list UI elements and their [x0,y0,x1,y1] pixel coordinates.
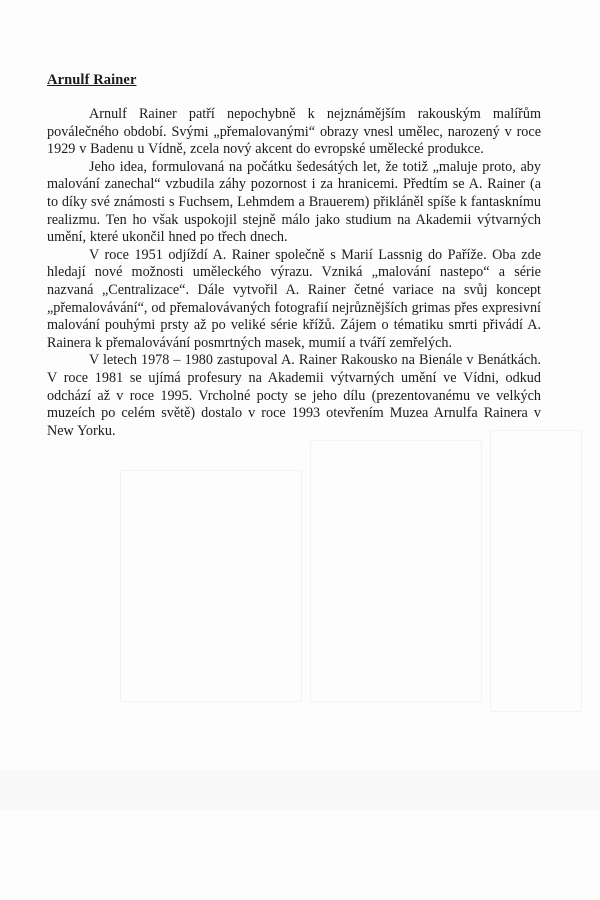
paragraph-4: V letech 1978 – 1980 zastupoval A. Rainer Rakousko na Bienále v Benátkách. V roce 1981 se ujímá profesury na Akademii výtvarných umění ve Vídni, odkud odchází až v roce 1995. Vrcholné pocty se jeho dílu (prezentovanému ve velkých muzeích po celém světě) dostalo v roce 1993 otevřením Muzea Arnulfa Rainera v New Yorku. [47,352,541,439]
paragraph-2: Jeho idea, formulovaná na počátku šedesátých let, že totiž „maluje proto, aby malování zanechal“ vzbudila záhy pozornost i za hranicemi. Předtím se A. Rainer (a to díky své známosti s Fuchsem, Lehmdem a Brauerem) přikláněl spíše k fantasknímu realizmu. Ten ho však uspokojil stejně málo jako studium na Akademii výtvarných umění, které ukončil hned po třech dnech. [47,158,541,246]
show-through-image-center [310,440,482,702]
paragraph-3: V roce 1951 odjíždí A. Rainer společně s Marií Lassnig do Paříže. Oba zde hledají nové možnosti uměleckého výrazu. Vzniká „malování nastepo“ a série nazvaná „Centralizace“. Dále vytvořil A. Rainer četné variace na svůj koncept „přemalovávání“, od přemalovávaných fotografií nejrůznějších grimas přes expresivní malování pouhými prsty až po veliké série křížů. Zájem o tématiku smrti přivádí A. Rainera k přemalovávání posmrtných masek, mumií a tváří zemřelých. [47,246,541,351]
show-through-image-right [490,430,582,712]
document-title: Arnulf Rainer [47,72,137,88]
paragraph-1: Arnulf Rainer patří nepochybně k nejznámějším rakouským malířům poválečného období. Svými „přemalovanými“ obrazy vnesl umělec, narozený v roce 1929 v Badenu u Vídně, zcela nový akcent do evropské umělecké produkce. [47,106,541,158]
document-body [47,72,541,440]
show-through-image-left [120,470,302,702]
show-through-band [0,770,600,810]
